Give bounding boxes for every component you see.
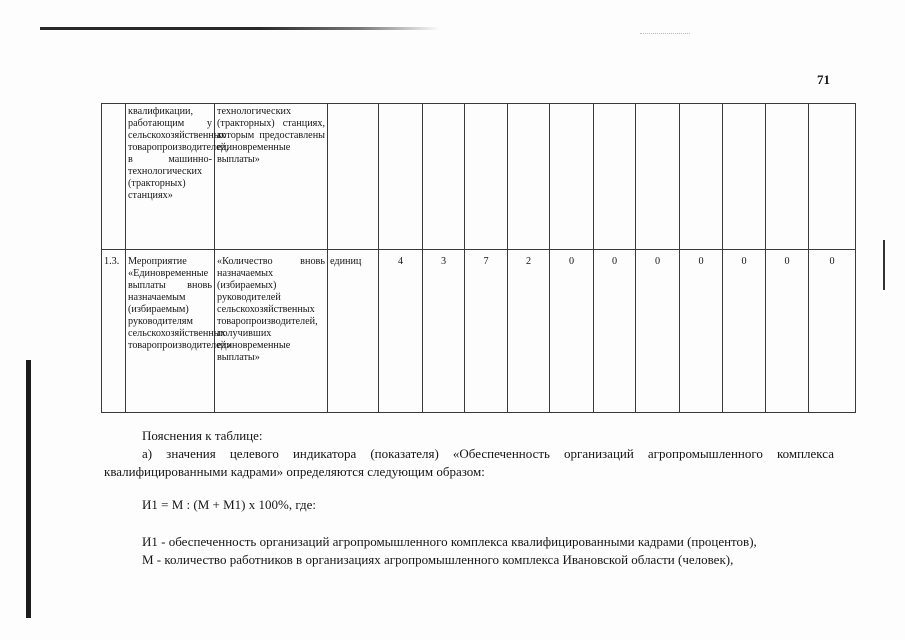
row-number-cell: 1.3.: [102, 250, 126, 413]
unit-cell: единиц: [328, 250, 379, 413]
value-cell: [680, 104, 723, 250]
value-cell: [379, 104, 423, 250]
value-cell: 0: [594, 250, 636, 413]
value-cell: [594, 104, 636, 250]
value-cell: 3: [423, 250, 465, 413]
value-cell: 7: [465, 250, 508, 413]
scan-noise: [640, 33, 690, 34]
definition-m: М - количество работников в организациях агропромышленного комплекса Ивановской области (человек),: [142, 552, 734, 567]
value-cell: [636, 104, 680, 250]
value-cell: [809, 104, 856, 250]
value-cell: 0: [550, 250, 594, 413]
row-number-cell: [102, 104, 126, 250]
value-cell: 4: [379, 250, 423, 413]
value-cell: 0: [723, 250, 766, 413]
value-cell: [423, 104, 465, 250]
indicator-name-cell: «Количество вновь назначаемых (избираемых) руководителей сельскохозяйственных товаропроизводителей, получивших единовременные выплаты»: [215, 250, 328, 413]
note-item-a: а) значения целевого индикатора (показателя) «Обеспеченность организаций агропромышленного комплекса квалифицированными кадрами» определяются следующим образом:: [104, 446, 834, 479]
unit-cell: [328, 104, 379, 250]
value-cell: [508, 104, 550, 250]
value-cell: 0: [809, 250, 856, 413]
definition-i1: И1 - обеспеченность организаций агропромышленного комплекса квалифицированными кадрами (процентов),: [142, 534, 757, 549]
formula: И1 = М : (М + М1) х 100%, где:: [142, 497, 317, 512]
table-row: [102, 250, 856, 413]
indicator-table: [101, 103, 856, 413]
indicator-name-cell: технологических (тракторных) станциях, которым предоставлены единовременные выплаты»: [215, 104, 328, 250]
value-cell: 0: [766, 250, 809, 413]
value-cell: 0: [680, 250, 723, 413]
scan-binding-edge: [26, 360, 31, 618]
scan-edge-shadow: [40, 27, 440, 30]
value-cell: 0: [636, 250, 680, 413]
value-cell: [465, 104, 508, 250]
scan-mark: [883, 240, 885, 290]
value-cell: [766, 104, 809, 250]
table-notes: [104, 427, 834, 569]
activity-name-cell: квалификации, работающим у сельскохозяйственных товаропроизводителей, в машинно-технологических (тракторных) станциях»: [126, 104, 215, 250]
table-row: [102, 104, 856, 250]
page-number: 71: [817, 72, 830, 87]
value-cell: [550, 104, 594, 250]
value-cell: [723, 104, 766, 250]
notes-heading: Пояснения к таблице:: [142, 428, 263, 443]
value-cell: 2: [508, 250, 550, 413]
activity-name-cell: Мероприятие «Единовременные выплаты вновь назначаемым (избираемым) руководителям сельскохозяйственных товаропроизводителей»: [126, 250, 215, 413]
